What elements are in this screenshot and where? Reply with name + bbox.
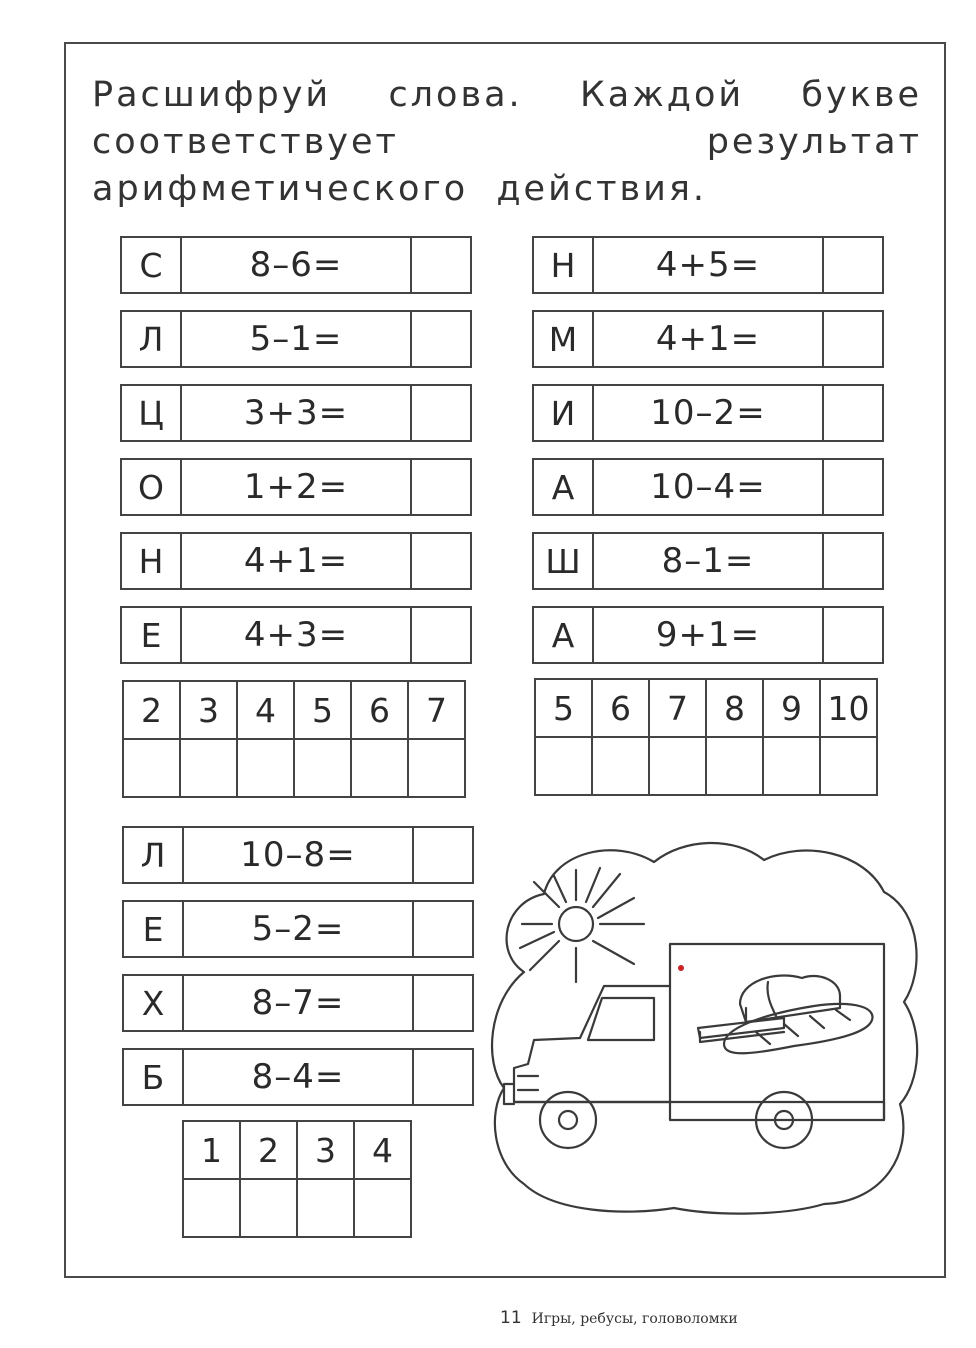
- exercise-row: [122, 900, 474, 958]
- row-expression: 10–2=: [594, 386, 824, 440]
- row-expression: 3+3=: [182, 386, 412, 440]
- row-expression: 8–7=: [184, 976, 414, 1030]
- row-expression: 5–2=: [184, 902, 414, 956]
- row-expression: 8–1=: [594, 534, 824, 588]
- answer-key-1: [122, 680, 466, 798]
- exercise-row: [120, 458, 472, 516]
- row-letter: Е: [124, 902, 184, 956]
- row-letter: С: [122, 238, 182, 292]
- key-number: 7: [649, 679, 706, 737]
- key-letter-cell[interactable]: [180, 739, 237, 797]
- key-number: 6: [351, 681, 408, 739]
- row-expression: 4+5=: [594, 238, 824, 292]
- answer-box[interactable]: [412, 460, 470, 514]
- answer-box[interactable]: [412, 386, 470, 440]
- exercise-row: [120, 310, 472, 368]
- key-number: 5: [294, 681, 351, 739]
- answer-box[interactable]: [412, 238, 470, 292]
- answer-box[interactable]: [414, 902, 472, 956]
- row-letter: Л: [122, 312, 182, 366]
- row-letter: Ц: [122, 386, 182, 440]
- answer-box[interactable]: [412, 534, 470, 588]
- row-expression: 4+3=: [182, 608, 412, 662]
- instruction-text: Расшифруй слова. Каждой букве соответствует результат арифметического действия.: [92, 75, 922, 209]
- row-letter: М: [534, 312, 594, 366]
- row-letter: Л: [124, 828, 184, 882]
- answer-box[interactable]: [414, 828, 472, 882]
- key-letter-cell[interactable]: [763, 737, 820, 795]
- exercise-row: [120, 532, 472, 590]
- row-letter: Ш: [534, 534, 594, 588]
- key-letter-cell[interactable]: [297, 1179, 354, 1237]
- answer-box[interactable]: [824, 460, 882, 514]
- key-number: 5: [535, 679, 592, 737]
- key-letter-cell[interactable]: [354, 1179, 411, 1237]
- exercise-row: [120, 236, 472, 294]
- row-letter: И: [534, 386, 594, 440]
- key-letter-cell[interactable]: [123, 739, 180, 797]
- row-expression: 8–4=: [184, 1050, 414, 1104]
- key-letter-cell[interactable]: [649, 737, 706, 795]
- truck-cab: [514, 986, 670, 1102]
- key-number: 1: [183, 1121, 240, 1179]
- key-letter-cell[interactable]: [408, 739, 465, 797]
- key-number: 8: [706, 679, 763, 737]
- key-number: 7: [408, 681, 465, 739]
- exercise-row: [122, 974, 474, 1032]
- exercise-block-3: [122, 826, 474, 1122]
- row-expression: 5–1=: [182, 312, 412, 366]
- answer-box[interactable]: [824, 386, 882, 440]
- row-letter: А: [534, 608, 594, 662]
- row-expression: 9+1=: [594, 608, 824, 662]
- answer-box[interactable]: [824, 608, 882, 662]
- row-expression: 4+1=: [594, 312, 824, 366]
- footer-title: Игры, ребусы, головоломки: [531, 1311, 738, 1327]
- row-letter: Х: [124, 976, 184, 1030]
- key-letter-cell[interactable]: [592, 737, 649, 795]
- key-number: 2: [123, 681, 180, 739]
- exercise-row: [122, 1048, 474, 1106]
- row-letter: Б: [124, 1050, 184, 1104]
- key-number: 10: [820, 679, 877, 737]
- key-number: 9: [763, 679, 820, 737]
- key-letter-cell[interactable]: [294, 739, 351, 797]
- key-letter-cell[interactable]: [706, 737, 763, 795]
- key-number: 3: [180, 681, 237, 739]
- red-dot: [678, 965, 684, 971]
- row-letter: Е: [122, 608, 182, 662]
- wheel-icon: [540, 1092, 596, 1148]
- sun-icon: [520, 868, 644, 982]
- bread-truck-illustration: [484, 832, 924, 1216]
- answer-box[interactable]: [412, 312, 470, 366]
- key-number: 2: [240, 1121, 297, 1179]
- key-letter-cell[interactable]: [535, 737, 592, 795]
- key-letter-cell[interactable]: [240, 1179, 297, 1237]
- exercise-row: [532, 384, 884, 442]
- row-expression: 4+1=: [182, 534, 412, 588]
- key-letter-cell[interactable]: [183, 1179, 240, 1237]
- key-number: 4: [237, 681, 294, 739]
- row-expression: 1+2=: [182, 460, 412, 514]
- key-number: 3: [297, 1121, 354, 1179]
- key-letter-cell[interactable]: [820, 737, 877, 795]
- answer-box[interactable]: [824, 312, 882, 366]
- exercise-row: [532, 458, 884, 516]
- row-letter: Н: [534, 238, 594, 292]
- row-expression: 10–4=: [594, 460, 824, 514]
- exercise-row: [532, 606, 884, 664]
- answer-key-3: [182, 1120, 412, 1238]
- row-letter: Н: [122, 534, 182, 588]
- page-number: 11: [500, 1308, 522, 1328]
- key-number: 6: [592, 679, 649, 737]
- answer-key-2: [534, 678, 878, 796]
- row-letter: О: [122, 460, 182, 514]
- key-letter-cell[interactable]: [351, 739, 408, 797]
- exercise-row: [532, 236, 884, 294]
- answer-box[interactable]: [824, 534, 882, 588]
- row-letter: А: [534, 460, 594, 514]
- exercise-row: [120, 384, 472, 442]
- exercise-block-1: [120, 236, 472, 680]
- exercise-block-2: [532, 236, 884, 680]
- key-number: 4: [354, 1121, 411, 1179]
- key-letter-cell[interactable]: [237, 739, 294, 797]
- answer-box[interactable]: [414, 976, 472, 1030]
- page-footer: [500, 1308, 738, 1328]
- answer-box[interactable]: [414, 1050, 472, 1104]
- exercise-row: [532, 532, 884, 590]
- exercise-row: [122, 826, 474, 884]
- answer-box[interactable]: [412, 608, 470, 662]
- exercise-row: [532, 310, 884, 368]
- bread-loaf-icon: [698, 976, 840, 1042]
- row-expression: 8–6=: [182, 238, 412, 292]
- row-expression: 10–8=: [184, 828, 414, 882]
- answer-box[interactable]: [824, 238, 882, 292]
- exercise-row: [120, 606, 472, 664]
